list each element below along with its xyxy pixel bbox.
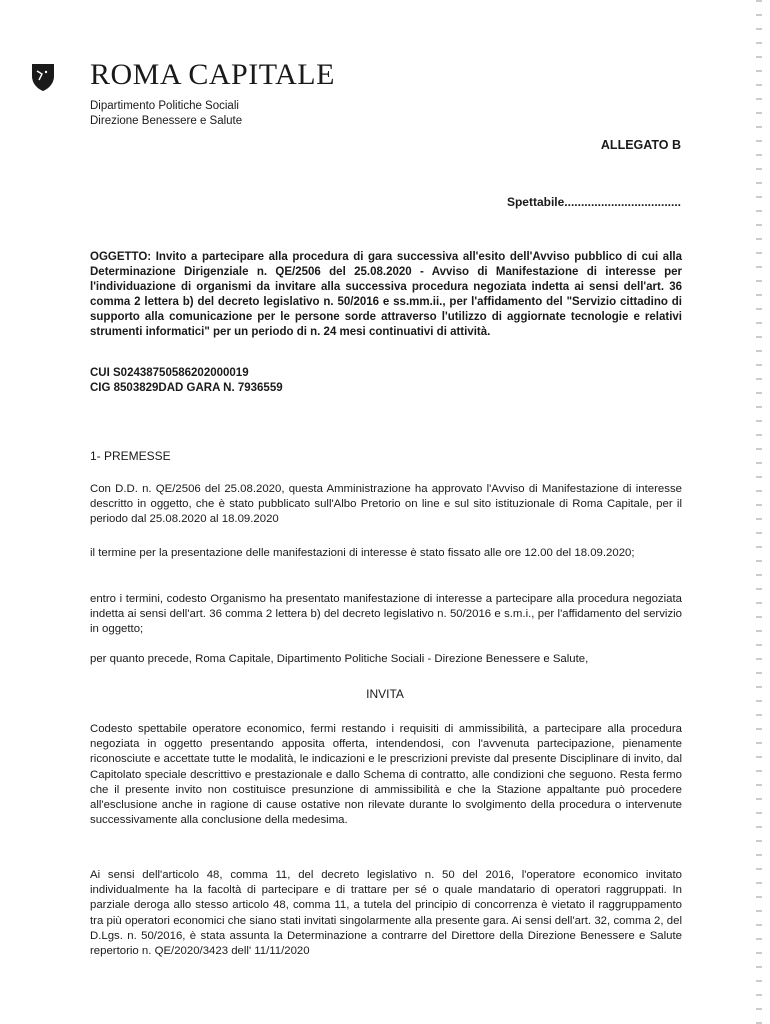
department-block [90,99,242,129]
cui-code: CUI S02438750586202000019 [90,367,249,379]
paragraph-4: per quanto precede, Roma Capitale, Dipartimento Politiche Sociali - Direzione Benessere e Salute, [90,653,589,665]
brand-name: ROMA CAPITALE [90,58,335,91]
section-heading: 1- PREMESSE [90,449,171,463]
addressee-line: Spettabile................................... [506,195,681,209]
directorate-name: Direzione Benessere e Salute [90,115,243,127]
invita-heading: INVITA [366,687,404,701]
department-name: Dipartimento Politiche Sociali [90,100,239,112]
paragraph-5: Codesto spettabile operatore economico, fermi restando i requisiti di ammissibilità, a partecipare alla procedura negoziata in oggetto presentando apposita offerta, intendendosi, con l'avvenuta partecipazione, pienamente riconosciute e accettate tutte le modalità, le indicazioni e le prescrizioni previste dal presente Disciplinare di invito, dal Capitolato speciale descrittivo e prestazionale e dallo Schema di contratto, alle condizioni che seguono. Resta fermo che il presente invito non costituisce presunzione di ammissibilità e che la Stazione appaltante può procedere all'esclusione anche in ragione di cause ostative non rilevate durante lo svolgimento della procedura o intervenute successivamente alla conclusione della medesima. [90,723,682,827]
cig-code: CIG 8503829DAD GARA N. 7936559 [90,382,283,394]
shield-emblem-icon [30,62,56,92]
paragraph-2: il termine per la presentazione delle manifestazioni di interesse è stato fissato alle ore 12.00 del 18.09.2020; [90,547,635,559]
subject-paragraph: OGGETTO: Invito a partecipare alla procedura di gara successiva all'esito dell'Avviso pubblico di cui alla Determinazione Dirigenziale n. QE/2506 del 25.08.2020 - Avviso di Manifestazione di interesse per l'individuazione di organismi da invitare alla successiva procedura negoziata indetta ai sensi dell'art. 36 comma 2 lettera b) del decreto legislativo n. 50/2016 e ss.mm.ii., per l'affidamento del "Servizio cittadino di supporto alla comunicazione per le persone sorde attraverso l'utilizzo di aggiornate tecnologie e relativi strumenti informatici" per un periodo di n. 24 mesi continuativi di attività. [90,251,682,338]
scan-margin-marks [756,0,762,1024]
reference-codes [90,366,283,396]
paragraph-1: Con D.D. n. QE/2506 del 25.08.2020, questa Amministrazione ha approvato l'Avviso di Manifestazione di interesse descritto in oggetto, che è stato pubblicato sull'Albo Pretorio on line e sul sito istituzionale di Roma Capitale, per il periodo dal 25.08.2020 al 18.09.2020 [90,483,682,526]
paragraph-6: Ai sensi dell'articolo 48, comma 11, del decreto legislativo n. 50 del 2016, l'operatore economico invitato individualmente ha la facoltà di partecipare e di trattare per sé o quale mandatario di operatori raggruppati. In parziale deroga allo stesso articolo 48, comma 11, a tutela del principio di concorrenza è vietato il raggruppamento tra più operatori economici che siano stati invitati singolarmente alla presente gara. Ai sensi dell'art. 32, comma 2, del D.Lgs. n. 50/2016, è stata assunta la Determinazione a contrarre del Direttore della Direzione Benessere e Salute repertorio n. QE/2020/3423 dell' 11/11/2020 [90,869,682,958]
paragraph-3: entro i termini, codesto Organismo ha presentato manifestazione di interesse a partecipare alla procedura negoziata indetta ai sensi dell'art. 36 comma 2 lettera b) del decreto legislativo n. 50/2016 e s.m.i., per l'affidamento del servizio in oggetto; [90,593,682,636]
annex-label: ALLEGATO B [600,138,681,152]
